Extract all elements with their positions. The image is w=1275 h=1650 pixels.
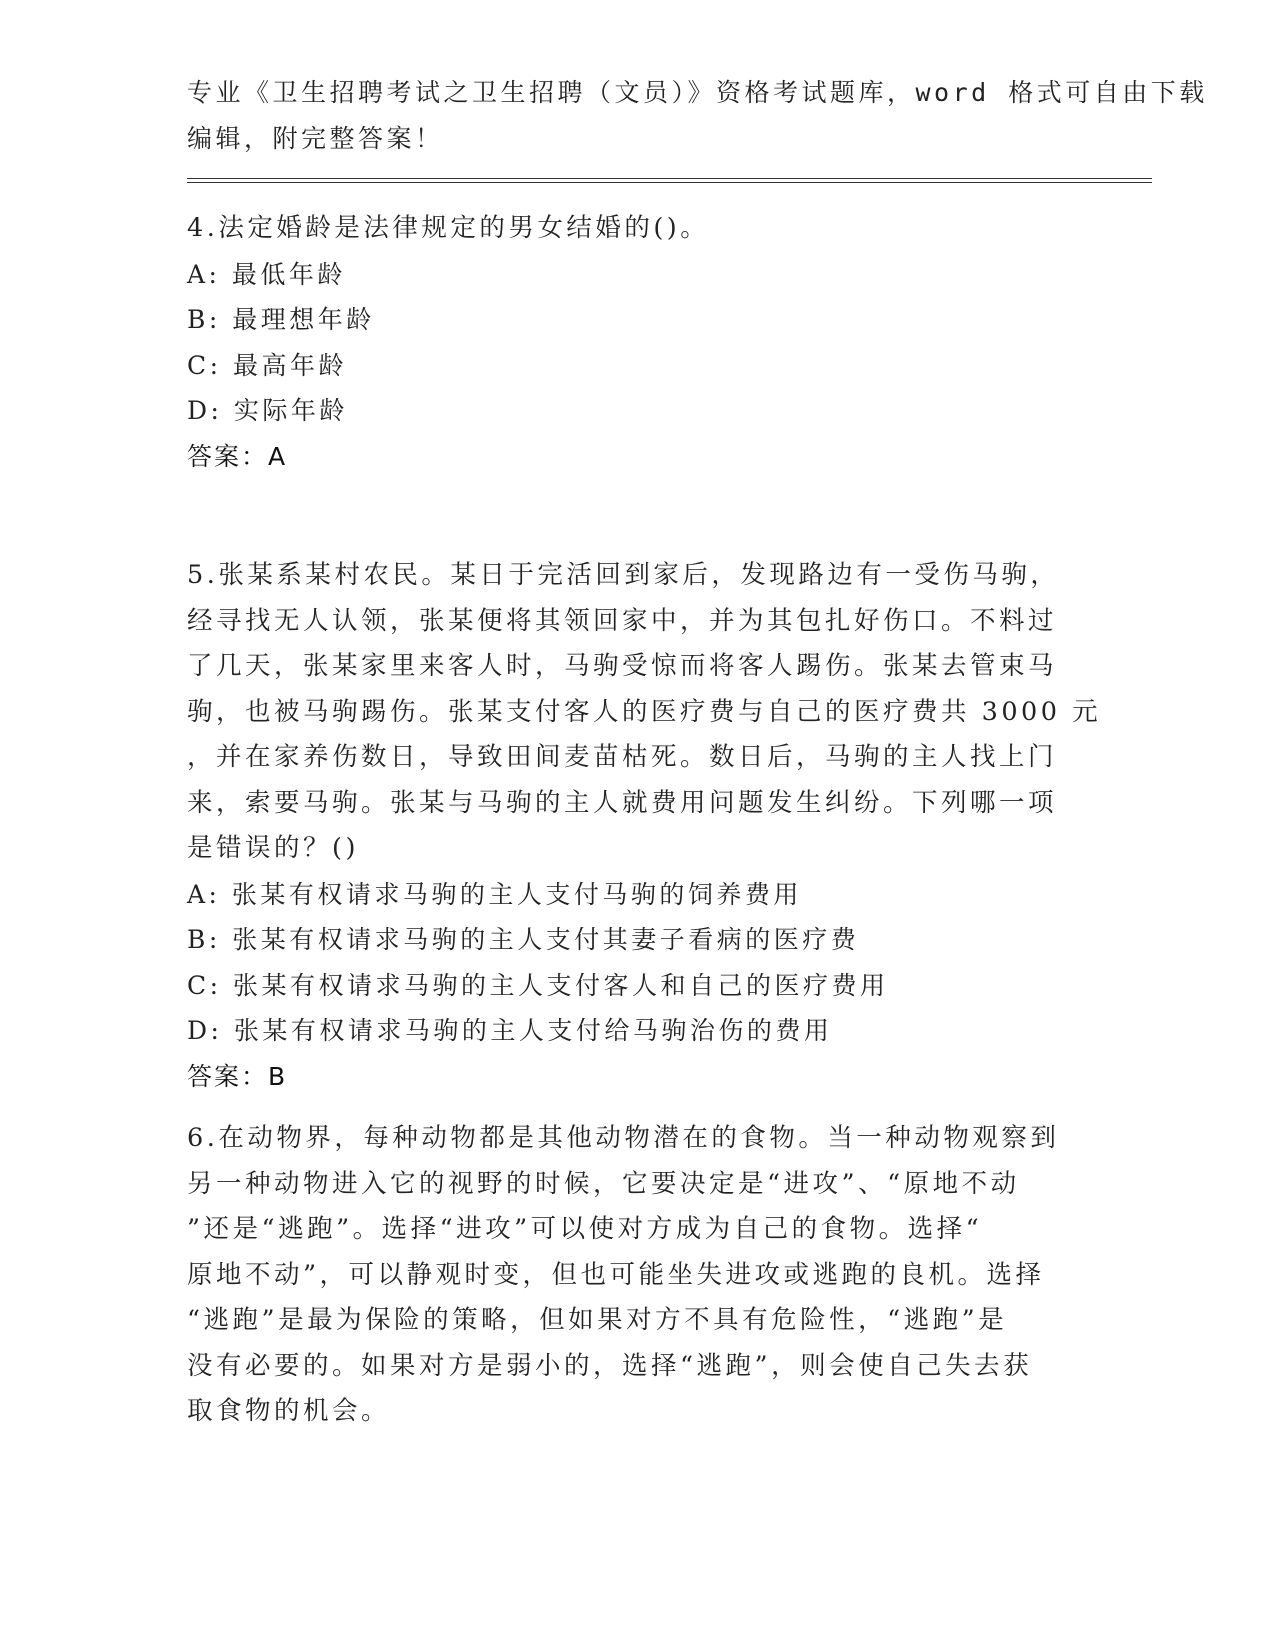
question-stem: 4.法定婚龄是法律规定的男女结婚的()。 <box>187 213 710 243</box>
answer-text: 答案：A <box>187 441 288 471</box>
header-divider <box>187 178 1152 179</box>
option-a: A: 最低年龄 <box>187 259 346 289</box>
question-stem: 驹，也被马驹踢伤。张某支付客人的医疗费与自己的医疗费共 3000 元 <box>187 696 1102 727</box>
option-c: C: 张某有权请求马驹的主人支付客人和自己的医疗费用 <box>187 970 889 1000</box>
question-stem: 了几天，张某家里来客人时，马驹受惊而将客人踢伤。张某去管束马 <box>187 651 1058 681</box>
option-d: D: 实际年龄 <box>187 396 348 425</box>
question-stem: “逃跑”是最为保险的策略，但如果对方不具有危险性，“逃跑”是 <box>187 1305 1008 1335</box>
option-d: D: 张某有权请求马驹的主人支付给马驹治伤的费用 <box>187 1016 833 1045</box>
option-c: C: 最高年龄 <box>187 350 347 380</box>
document-header <box>187 70 1208 161</box>
question-4 <box>187 206 1087 479</box>
header-line: 编辑，附完整答案！ <box>187 123 444 153</box>
header-line: 专业《卫生招聘考试之卫生招聘（文员）》资格考试题库，word 格式可自由下载 <box>187 78 1208 107</box>
question-stem: 原地不动”，可以静观时变，但也可能坐失进攻或逃跑的良机。选择 <box>187 1259 1045 1290</box>
question-stem: 经寻找无人认领，张某便将其领回家中，并为其包扎好伤口。不料过 <box>187 605 1058 636</box>
question-stem: 5.张某系某村农民。某日于完活回到家后，发现路边有一受伤马驹， <box>187 560 1060 590</box>
option-a: A: 张某有权请求马驹的主人支付马驹的饲养费用 <box>187 879 802 909</box>
answer-text: 答案：B <box>187 1061 288 1091</box>
question-stem: ，并在家养伤数日，导致田间麦苗枯死。数日后，马驹的主人找上门 <box>187 742 1058 772</box>
question-stem: 没有必要的。如果对方是弱小的，选择“逃跑”，则会使自己失去获 <box>187 1350 1033 1381</box>
option-b: B: 最理想年龄 <box>187 305 375 334</box>
question-stem: 来，索要马驹。张某与马驹的主人就费用问题发生纠纷。下列哪一项 <box>187 787 1058 818</box>
question-stem: 是错误的？() <box>187 833 359 863</box>
option-b: B: 张某有权请求马驹的主人支付其妻子看病的医疗费 <box>187 925 860 954</box>
question-stem: ”还是“逃跑”。选择“进攻”可以使对方成为自己的食物。选择“ <box>187 1214 983 1244</box>
question-5 <box>187 553 1102 1099</box>
question-stem: 另一种动物进入它的视野的时候，它要决定是“进攻”、“原地不动 <box>187 1168 1020 1199</box>
question-stem: 取食物的机会。 <box>187 1396 391 1426</box>
question-6 <box>187 1116 1087 1435</box>
question-stem: 6.在动物界，每种动物都是其他动物潜在的食物。当一种动物观察到 <box>187 1123 1060 1153</box>
header-divider <box>187 182 1152 183</box>
